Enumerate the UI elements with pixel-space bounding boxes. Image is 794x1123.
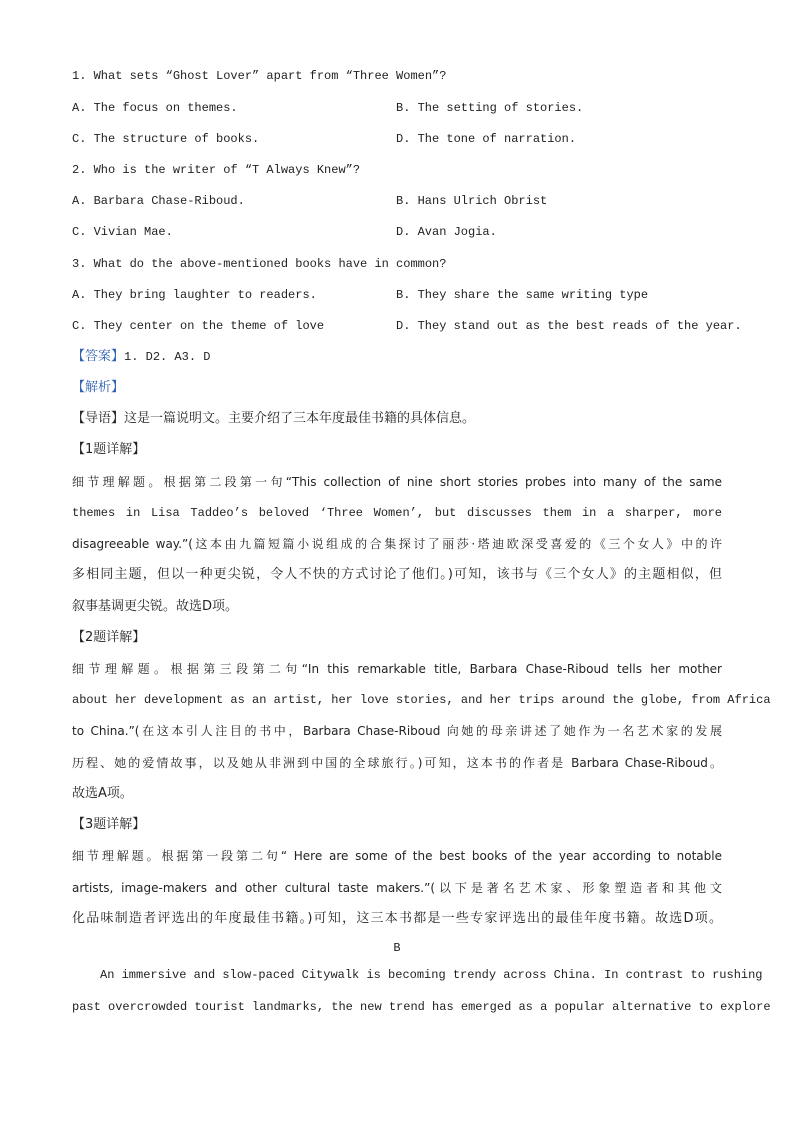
- section-b-heading: B: [393, 941, 401, 955]
- option-1b: B. The setting of stories.: [396, 101, 584, 115]
- option-2d: D. Avan Jogia.: [396, 225, 497, 239]
- detail-1-line-3: disagreeable way.”(这本由九篇短篇小说组成的合集探讨了丽莎·塔迪欧深受喜爱的《三个女人》中的许: [72, 537, 722, 551]
- answer-line: [72, 349, 210, 365]
- detail-2-line-5: 故选A项。: [72, 786, 133, 801]
- question-2-options-row-1: [72, 193, 548, 209]
- guide-label: 【导语】: [72, 411, 125, 426]
- detail-1-label: 【1题详解】: [72, 442, 146, 457]
- option-1a: A. The focus on themes.: [72, 101, 238, 115]
- option-3a: A. They bring laughter to readers.: [72, 288, 317, 302]
- question-2-options-row-2: [72, 224, 497, 240]
- option-2a: A. Barbara Chase-Riboud.: [72, 194, 245, 208]
- option-1d: D. The tone of narration.: [396, 132, 577, 146]
- detail-2-line-2: about her development as an artist, her love stories, and her trips around the globe, from Africa: [72, 693, 771, 707]
- guide-line: [72, 411, 475, 427]
- question-3-stem: 3. What do the above-mentioned books have in common?: [72, 257, 447, 271]
- option-3c: C. They center on the theme of love: [72, 319, 325, 333]
- answer-label: 【答案】: [72, 349, 125, 364]
- guide-text: 这是一篇说明文。主要介绍了三本年度最佳书籍的具体信息。: [124, 411, 476, 426]
- detail-2-line-3: to China.”(在这本引人注目的书中，Barbara Chase-Riboud 向她的母亲讲述了她作为一名艺术家的发展: [72, 724, 722, 738]
- detail-3-label: 【3题详解】: [72, 817, 146, 832]
- question-1-options-row-1: [72, 100, 584, 116]
- option-2b: B. Hans Ulrich Obrist: [396, 194, 548, 208]
- option-3d: D. They stand out as the best reads of the year.: [396, 319, 742, 333]
- detail-3-line-1: 细节理解题。根据第一段第二句“ Here are some of the best books of the year according to notable: [72, 849, 722, 863]
- detail-3-line-2: artists, image-makers and other cultural taste makers.”(以下是著名艺术家、形象塑造者和其他文: [72, 881, 722, 895]
- detail-1-line-2: themes in Lisa Taddeo’s beloved ‘Three Women’, but discusses them in a sharper, more: [72, 506, 722, 520]
- section-b-line-2: past overcrowded tourist landmarks, the new trend has emerged as a popular alternative to explore: [72, 1000, 771, 1014]
- option-3b: B. They share the same writing type: [396, 288, 649, 302]
- analysis-label: 【解析】: [72, 380, 125, 395]
- detail-1-line-4: 多相同主题，但以一种更尖锐，令人不快的方式讨论了他们。)可知，该书与《三个女人》的主题相似，但: [72, 567, 722, 582]
- option-2c: C. Vivian Mae.: [72, 225, 173, 239]
- detail-2-line-1: 细节理解题。根据第三段第二句“In this remarkable title, Barbara Chase-Riboud tells her mother: [72, 662, 722, 676]
- detail-2-label: 【2题详解】: [72, 630, 146, 645]
- answer-text: 1. D2. A3. D: [124, 350, 211, 364]
- detail-1-line-1: 细节理解题。根据第二段第一句“This collection of nine short stories probes into many of the same: [72, 475, 722, 489]
- option-1c: C. The structure of books.: [72, 132, 260, 146]
- question-3-options-row-1: [72, 287, 649, 303]
- question-1-stem: 1. What sets “Ghost Lover” apart from “Three Women”?: [72, 69, 447, 83]
- detail-3-line-3: 化品味制造者评选出的年度最佳书籍。)可知，这三本书都是一些专家评选出的最佳年度书籍。故选D项。: [72, 911, 722, 926]
- section-b-line-1: An immersive and slow-paced Citywalk is becoming trendy across China. In contrast to rushing: [100, 968, 763, 982]
- detail-1-line-5: 叙事基调更尖锐。故选D项。: [72, 599, 239, 614]
- question-3-options-row-2: [72, 318, 742, 334]
- detail-2-line-4: 历程、她的爱情故事，以及她从非洲到中国的全球旅行。)可知，这本书的作者是 Barbara Chase-Riboud。: [72, 756, 722, 770]
- question-2-stem: 2. Who is the writer of “T Always Knew”?: [72, 163, 361, 177]
- question-1-options-row-2: [72, 131, 577, 147]
